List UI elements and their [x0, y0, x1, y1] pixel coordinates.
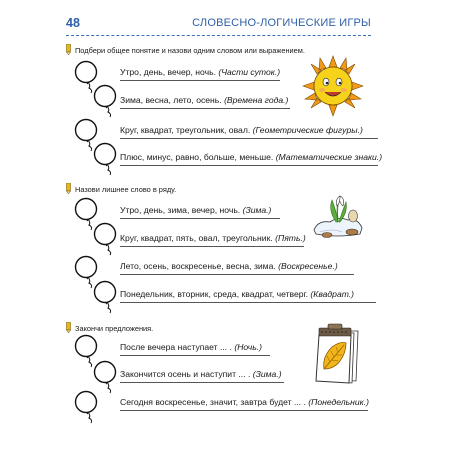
item-3-1: После вечера наступает ... . (Ночь.) — [120, 342, 263, 352]
answer-line — [120, 218, 280, 219]
sun-illustration — [302, 55, 364, 117]
answer-line — [120, 355, 270, 356]
answer-line — [120, 302, 376, 303]
calendar-illustration — [310, 323, 362, 385]
balloon-icon[interactable] — [93, 222, 123, 256]
answer-line — [120, 274, 354, 275]
snowdrop-illustration — [312, 188, 364, 240]
item-1-4: Плюс, минус, равно, больше, меньше. (Математические знаки.) — [120, 152, 383, 162]
item-3-2: Закончится осень и наступит ... . (Зима.) — [120, 369, 282, 379]
instruction-text: Закончи предложения. — [75, 324, 154, 333]
item-1-3: Круг, квадрат, треугольник, овал. (Геометрические фигуры.) — [120, 125, 363, 135]
pencil-icon — [66, 44, 71, 57]
answer-line — [120, 246, 304, 247]
task-instruction-2 — [66, 183, 176, 196]
answer-line — [120, 382, 284, 383]
pencil-icon — [66, 183, 71, 196]
instruction-text: Назови лишнее слово в ряду. — [75, 185, 177, 194]
balloon-icon[interactable] — [93, 280, 123, 314]
answer-line — [120, 108, 290, 109]
item-1-1: Утро, день, вечер, ночь. (Части суток.) — [120, 67, 281, 77]
item-2-4: Понедельник, вторник, среда, квадрат, четверг. (Квадрат.) — [120, 289, 355, 299]
task-instruction-1 — [66, 44, 305, 57]
balloon-icon[interactable] — [93, 84, 123, 118]
answer-line — [120, 165, 378, 166]
page-number: 48 — [66, 16, 80, 30]
item-2-2: Круг, квадрат, пять, овал, треугольник. (Пять.) — [120, 233, 306, 243]
balloon-icon[interactable] — [93, 360, 123, 394]
item-2-3: Лето, осень, воскресенье, весна, зима. (Воскресенье.) — [120, 261, 338, 271]
pencil-icon — [66, 322, 71, 335]
answer-line — [120, 138, 378, 139]
balloon-icon[interactable] — [93, 142, 123, 176]
section-title: СЛОВЕСНО-ЛОГИЧЕСКИЕ ИГРЫ — [192, 17, 371, 29]
item-3-3: Сегодня воскресенье, значит, завтра будет ... . (Понедельник.) — [120, 397, 369, 407]
answer-line — [120, 410, 368, 411]
answer-line — [120, 80, 280, 81]
item-2-1: Утро, день, зима, вечер, ночь. (Зима.) — [120, 205, 272, 215]
balloon-icon[interactable] — [74, 390, 104, 424]
instruction-text: Подбери общее понятие и назови одним словом или выражением. — [75, 46, 305, 55]
header-divider — [66, 35, 371, 36]
item-1-2: Зима, весна, лето, осень. (Времена года.) — [120, 95, 289, 105]
